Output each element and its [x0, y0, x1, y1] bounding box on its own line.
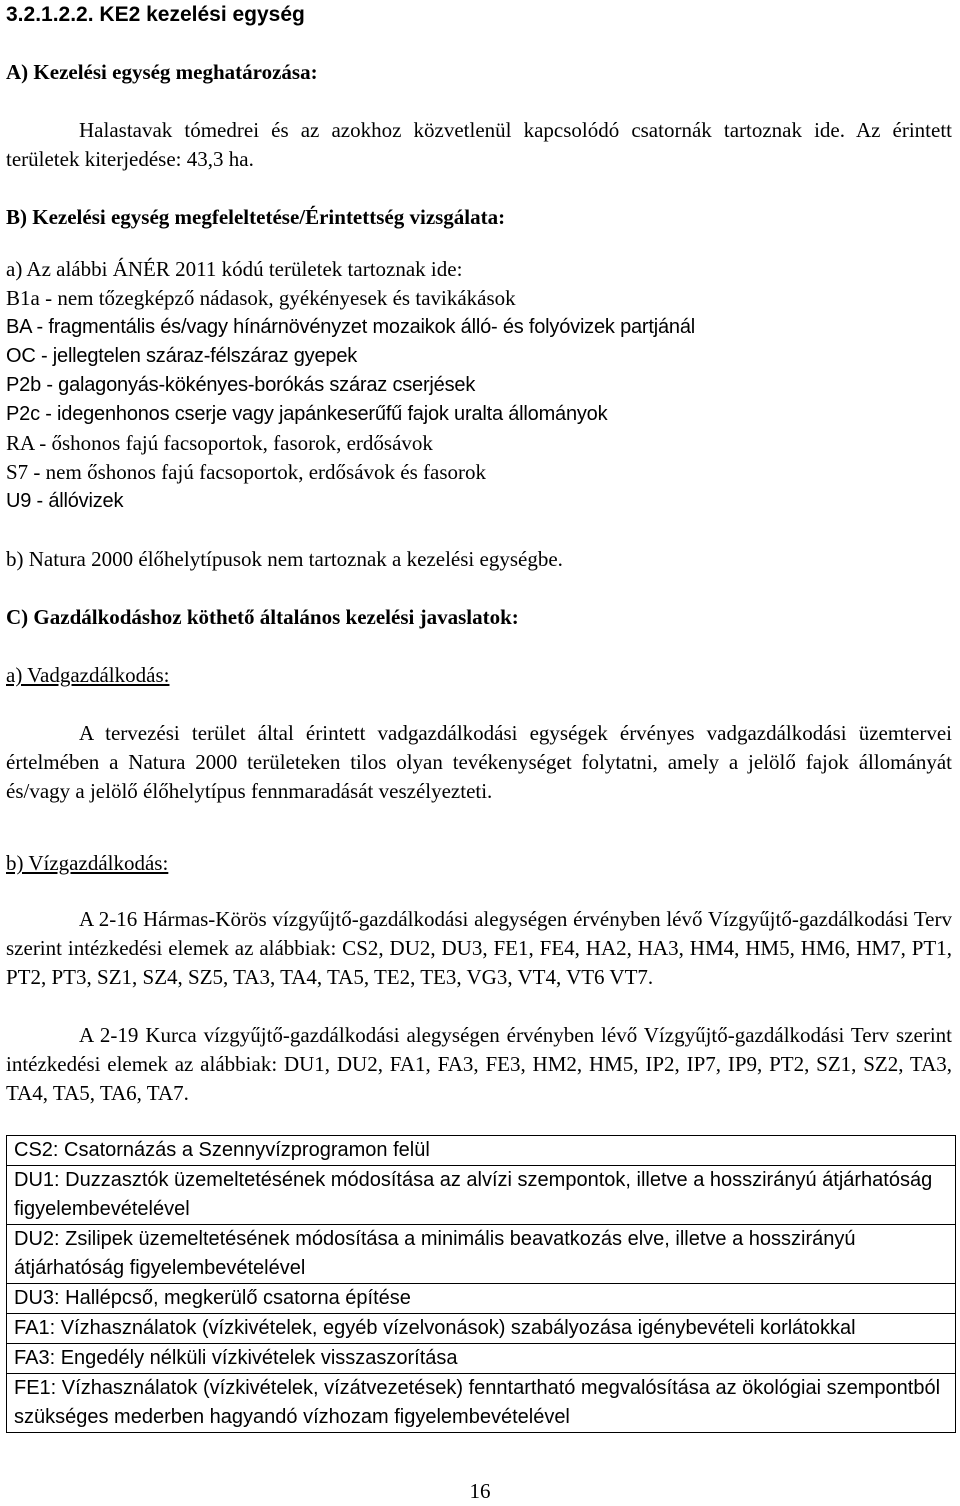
table-row — [7, 1284, 956, 1314]
table-cell: FA3: Engedély nélküli vízkivételek visszaszorítása — [7, 1344, 956, 1374]
table-cell: DU1: Duzzasztók üzemeltetésének módosítása az alvízi szempontok, illetve a hosszirányú átjárhatóság figyelembevételével — [7, 1166, 956, 1225]
water-text-2: A 2-19 Kurca vízgyűjtő-gazdálkodási alegységen érvényben lévő Vízgyűjtő-gazdálkodási Terv szerint intézkedési elemek az alábbiak: DU1, DU2, FA1, FA3, FE3, HM2, HM5, IP2, IP7, IP9, PT2, SZ1, SZ2, TA3, TA4, TA5, TA6, TA7. — [6, 1023, 952, 1105]
table-row — [7, 1136, 956, 1166]
list-item: RA - őshonos fajú facsoportok, fasorok, erdősávok — [6, 431, 433, 455]
table-cell: DU3: Hallépcső, megkerülő csatorna építése — [7, 1284, 956, 1314]
table-row — [7, 1374, 956, 1433]
section-a-text: Halastavak tómedrei és az azokhoz közvetlenül kapcsolódó csatornák tartoznak ide. Az érintett területek kiterjedése: 43,3 ha. — [6, 118, 952, 171]
list-item: P2c - idegenhonos cserje vagy japánkeserűfű fajok uralta állományok — [6, 403, 608, 425]
list-item: U9 - állóvizek — [6, 490, 124, 512]
measures-table — [6, 1135, 956, 1433]
hunting-text: A tervezési terület által érintett vadgazdálkodási egységek érvényes vadgazdálkodási üzemtervei értelmében a Natura 2000 területeken tilos olyan tevékenységet folytatni, amely a jelölő fajok állományát és/vagy a jelölő élőhelytípus fennmaradását veszélyezteti. — [6, 721, 952, 803]
section-a-heading: A) Kezelési egység meghatározása: — [6, 60, 318, 84]
list-item: S7 - nem őshonos fajú facsoportok, erdősávok és fasorok — [6, 460, 486, 484]
habitat-list — [6, 255, 695, 516]
table-row — [7, 1314, 956, 1344]
water-text-1: A 2-16 Hármas-Körös vízgyűjtő-gazdálkodási alegységen érvényben lévő Vízgyűjtő-gazdálkodási Terv szerint intézkedési elemek az alábbiak: CS2, DU2, DU3, FE1, FE4, HA2, HA3, HM4, HM5, HM6, HM7, PT1, PT2, PT3, SZ1, SZ4, SZ5, TA3, TA4, TA5, TE2, TE3, VG3, VT4, VT6 VT7. — [6, 907, 952, 989]
list-item: P2b - galagonyás-kökényes-borókás száraz cserjések — [6, 374, 476, 396]
habitat-intro: a) Az alábbi ÁNÉR 2011 kódú területek tartoznak ide: — [6, 257, 463, 281]
section-c-heading: C) Gazdálkodáshoz köthető általános kezelési javaslatok: — [6, 605, 519, 629]
water-heading: b) Vízgazdálkodás: — [6, 851, 169, 875]
table-row — [7, 1225, 956, 1284]
table-row — [7, 1344, 956, 1374]
table-cell: FA1: Vízhasználatok (vízkivételek, egyéb vízelvonások) szabályozása igénybevételi korlátokkal — [7, 1314, 956, 1344]
section-title: 3.2.1.2.2. KE2 kezelési egység — [6, 3, 305, 26]
table-row — [7, 1166, 956, 1225]
section-b-heading: B) Kezelési egység megfeleltetése/Érintettség vizsgálata: — [6, 205, 506, 229]
table-cell: DU2: Zsilipek üzemeltetésének módosítása a minimális beavatkozás elve, illetve a hosszirányú átjárhatóság figyelembevételével — [7, 1225, 956, 1284]
page-number: 16 — [469, 1479, 491, 1503]
table-cell: CS2: Csatornázás a Szennyvízprogramon felül — [7, 1136, 956, 1166]
natura-note: b) Natura 2000 élőhelytípusok nem tartoznak a kezelési egységbe. — [6, 547, 563, 571]
hunting-heading: a) Vadgazdálkodás: — [6, 663, 170, 687]
list-item: OC - jellegtelen száraz-félszáraz gyepek — [6, 345, 358, 367]
table-cell: FE1: Vízhasználatok (vízkivételek, vízátvezetések) fenntartható megvalósítása az ökológiai szempontból szükséges mederben hagyandó vízhozam figyelembevételével — [7, 1374, 956, 1433]
list-item: B1a - nem tőzegképző nádasok, gyékényesek és tavikákások — [6, 286, 516, 310]
list-item: BA - fragmentális és/vagy hínárnövényzet mozaikok álló- és folyóvizek partjánál — [6, 316, 695, 338]
